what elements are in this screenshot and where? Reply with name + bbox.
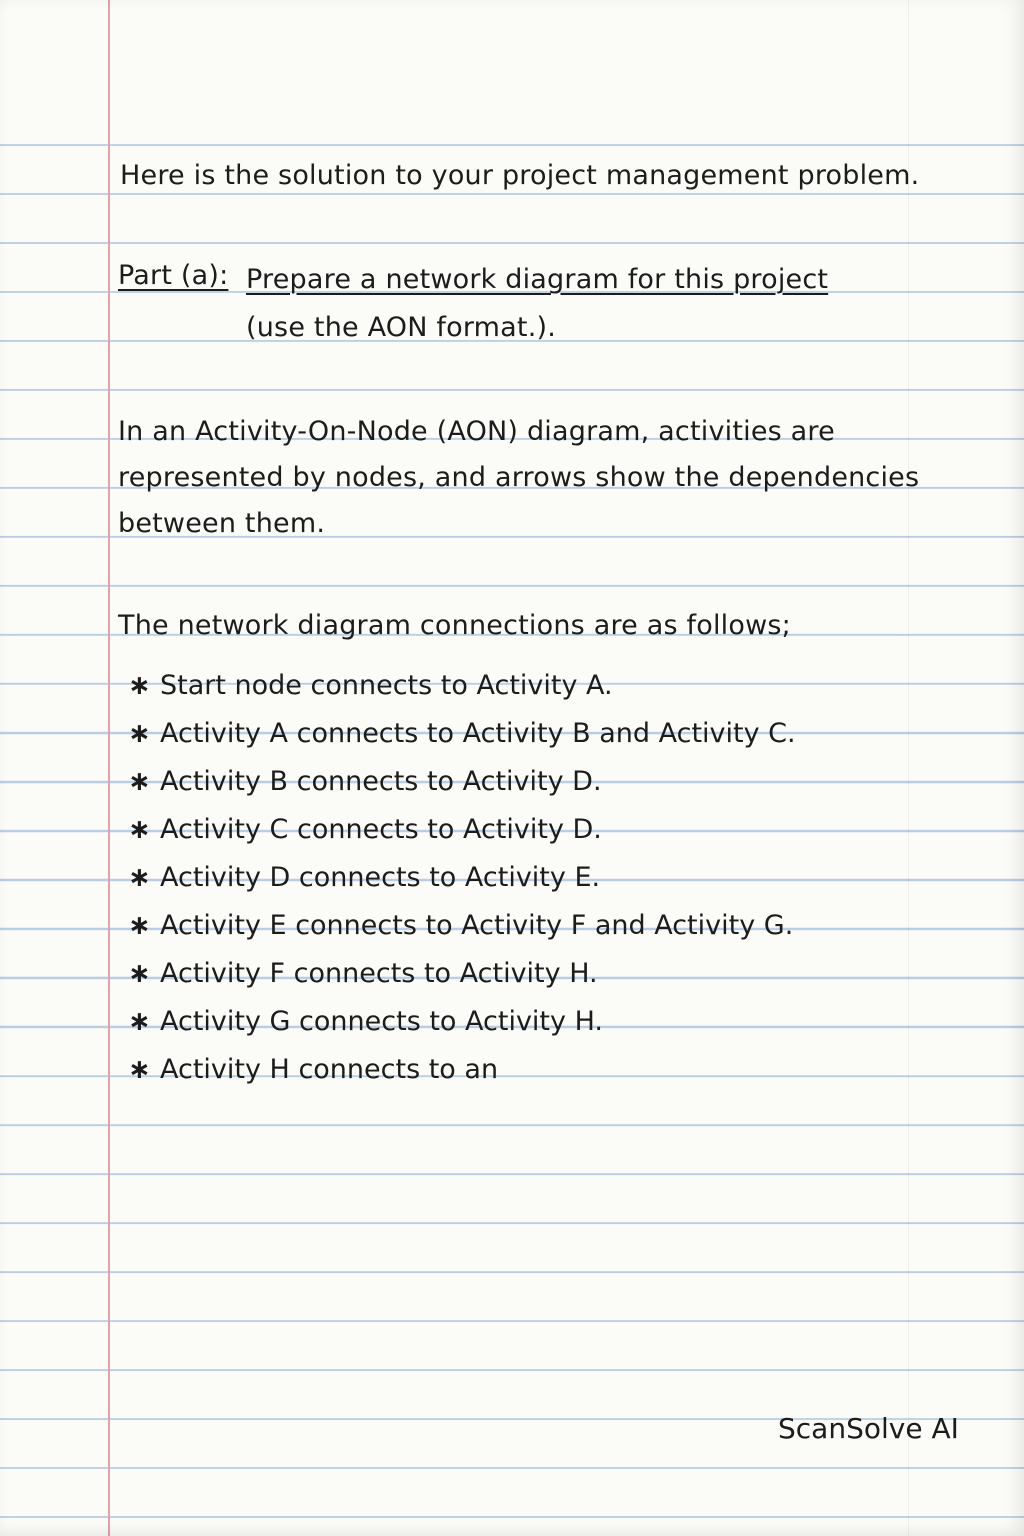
list-item — [128, 712, 796, 760]
explanation-line1: In an Activity-On-Node (AON) diagram, activities are — [118, 416, 835, 447]
list-item — [128, 760, 796, 808]
bullet-star: ∗ — [128, 814, 151, 845]
connections-heading: The network diagram connections are as follows; — [118, 610, 791, 641]
connection-text: Activity B connects to Activity D. — [160, 766, 602, 797]
list-item — [128, 856, 796, 904]
margin-line — [108, 0, 110, 1536]
explanation-line3: between them. — [118, 508, 326, 539]
connection-text: Activity H connects to an — [160, 1054, 499, 1085]
list-item — [128, 664, 796, 712]
bullet-star: ∗ — [128, 1006, 151, 1037]
intro-text: Here is the solution to your project management problem. — [120, 160, 920, 191]
connection-text: Activity G connects to Activity H. — [160, 1006, 603, 1037]
part-a-task-line2: (use the AON format.). — [246, 312, 557, 343]
part-a-task-line1: Prepare a network diagram for this project — [246, 264, 829, 295]
bullet-star: ∗ — [128, 862, 151, 893]
list-item — [128, 1000, 796, 1048]
bullet-star: ∗ — [128, 766, 151, 797]
connection-text: Activity A connects to Activity B and Activity C. — [160, 718, 796, 749]
signature: ScanSolve AI — [778, 1412, 959, 1445]
connection-text: Activity F connects to Activity H. — [160, 958, 598, 989]
connection-text: Start node connects to Activity A. — [160, 670, 613, 701]
list-item — [128, 808, 796, 856]
list-item — [128, 952, 796, 1000]
explanation-line2: represented by nodes, and arrows show the dependencies — [118, 462, 920, 493]
connection-text: Activity D connects to Activity E. — [160, 862, 601, 893]
list-item — [128, 904, 796, 952]
bullet-star: ∗ — [128, 1054, 151, 1085]
list-item — [128, 1048, 796, 1096]
bullet-star: ∗ — [128, 670, 151, 701]
part-a-label: Part (a): — [118, 260, 229, 291]
connection-text: Activity E connects to Activity F and Activity G. — [160, 910, 794, 941]
bullet-star: ∗ — [128, 910, 151, 941]
page-crease — [908, 0, 909, 1536]
connection-text: Activity C connects to Activity D. — [160, 814, 602, 845]
connections-list — [128, 664, 796, 1096]
bullet-star: ∗ — [128, 718, 151, 749]
page-header-band — [0, 0, 1024, 118]
bullet-star: ∗ — [128, 958, 151, 989]
